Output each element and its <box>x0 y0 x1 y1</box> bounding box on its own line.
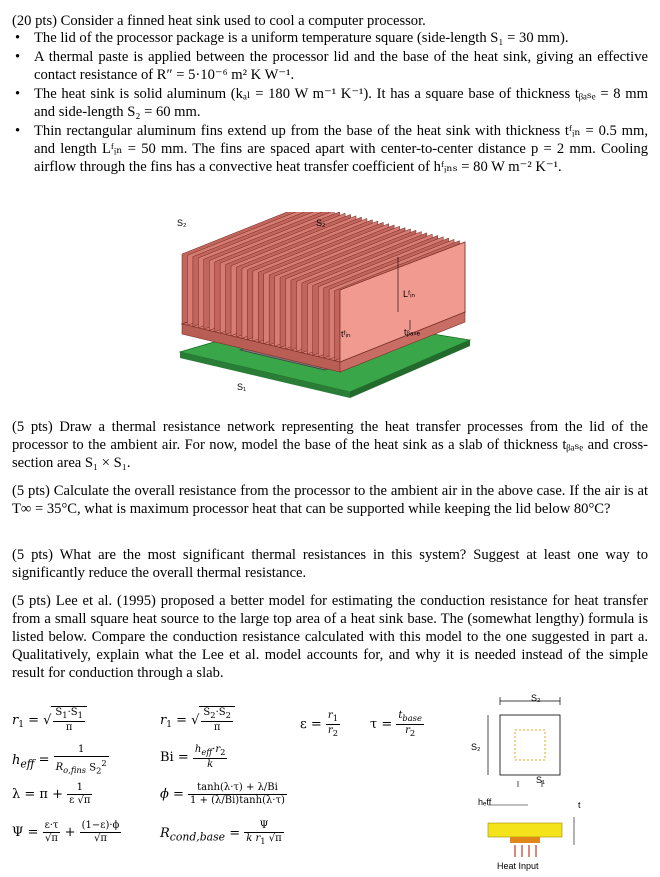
heat-sink-figure <box>160 212 490 404</box>
part-b-text: (5 pts) Calculate the overall resistance from the processor to the ambient air in the above case. If the air is at T∞ = 35°C, what is maximum processor heat that can be supported while keeping the lid below 80°C? <box>12 483 648 517</box>
figure-label-s2: S₂ <box>316 218 326 228</box>
schematic-label-heat-input: Heat Input <box>497 861 539 871</box>
equation-rcond-base: $R_{cond,base}$ = $\frac{\Psi}{k r_1 √\pi}$ <box>160 820 282 846</box>
given-list <box>12 29 648 177</box>
figure-label-lfin: Lᶠᵢₙ <box>403 289 416 299</box>
given-item: • A thermal paste is applied between the processor lid and the base of the heat sink, giving an effective contact resistance of R″ = 5·10⁻⁶ m² K W⁻¹. <box>15 49 648 83</box>
problem-intro: (20 pts) Consider a finned heat sink used to cool a computer processor. <box>12 13 426 29</box>
schematic-label-heff: hₑff <box>478 797 492 807</box>
part-a-text: (5 pts) Draw a thermal resistance network representing the heat transfer processes from the lid of the processor to the ambient air. For now, model the base of the heat sink as a slab of thickness tᵦₐₛₑ and cross-section area S₁ × S₁. <box>12 419 648 471</box>
equation-heff: $h_{eff}$ = $\frac{1}{R_{o,fins} S_2^2}$ <box>12 744 107 776</box>
schematic-label-t: t <box>578 800 581 810</box>
schematic-label-s2: S₂ <box>531 693 541 703</box>
equation-r1: $r_1$ = √ $\frac{S_1\cdot S_1}{\pi}$ <box>12 706 87 734</box>
equation-r1-s2: $r_1$ = √ $\frac{S_2\cdot S_2}{\pi}$ <box>160 706 235 734</box>
equation-psi: Ψ = $\frac{\varepsilon\cdot\tau}{√\pi}$ + $\frac{(1-\varepsilon)\cdot\phi}{√\pi}$ <box>12 820 120 844</box>
equation-biot: Bi = $\frac{h_{eff}\cdot r_2}{k}$ <box>160 744 226 770</box>
equation-phi: ϕ = $\frac{\tanh(\lambda\cdot\tau) + \lambda/Bi}{1 + (\lambda/Bi)\tanh(\lambda\cdot\tau)}$ <box>160 782 285 806</box>
figure-label-tbase: tᵦₐₛₑ <box>404 327 421 337</box>
equation-epsilon: ε = $\frac{r_1}{r_2}$ <box>300 710 338 738</box>
schematic-label-s2: S₂ <box>471 742 481 752</box>
given-item: • The heat sink is solid aluminum (kₐₗ = 180 W m⁻¹ K⁻¹). It has a square base of thickness tᵦₐₛₑ = 8 mm and side-length S₂ = 60 mm. <box>15 86 648 120</box>
figure-label-tfin: tᶠᵢₙ <box>341 329 351 339</box>
given-item: • Thin rectangular aluminum fins extend up from the base of the heat sink with thickness tᶠᵢₙ = 0.5 mm, and length Lᶠᵢₙ = 50 mm. The fins are spaced apart with center-to-center distance p = 2 mm. Cooling airflow through the fins has a convective heat transfer coefficient of hᶠᵢₙₛ = 80 W m⁻² K⁻¹. <box>15 123 648 175</box>
part-d-text: (5 pts) Lee et al. (1995) proposed a better model for estimating the conduction resistance for heat transfer from a small square heat source to the large top area of a heat sink base. The (somewhat lengthy) formula is listed below. Compare the conduction resistance calculated with this model to the one suggested in part a. Qualitatively, explain what the Lee et al. model accounts for, and why it is needed instead of the simple result for conduction through a slab. <box>12 593 648 681</box>
figure-label-s2: S₂ <box>177 218 187 228</box>
base-schematic <box>470 695 590 875</box>
given-item: • The lid of the processor package is a uniform temperature square (side-length S₁ = 30 mm). <box>15 30 569 46</box>
schematic-label-s1: S₁ <box>536 775 546 785</box>
part-c-text: (5 pts) What are the most significant thermal resistances in this system? Suggest at least one way to significantly reduce the overall thermal resistance. <box>12 547 648 581</box>
figure-label-s1: S₁ <box>237 382 247 392</box>
equation-lambda: λ = π + $\frac{1}{\varepsilon √\pi}$ <box>12 782 91 806</box>
equation-tau: τ = $\frac{t_{base}}{r_2}$ <box>370 710 422 738</box>
